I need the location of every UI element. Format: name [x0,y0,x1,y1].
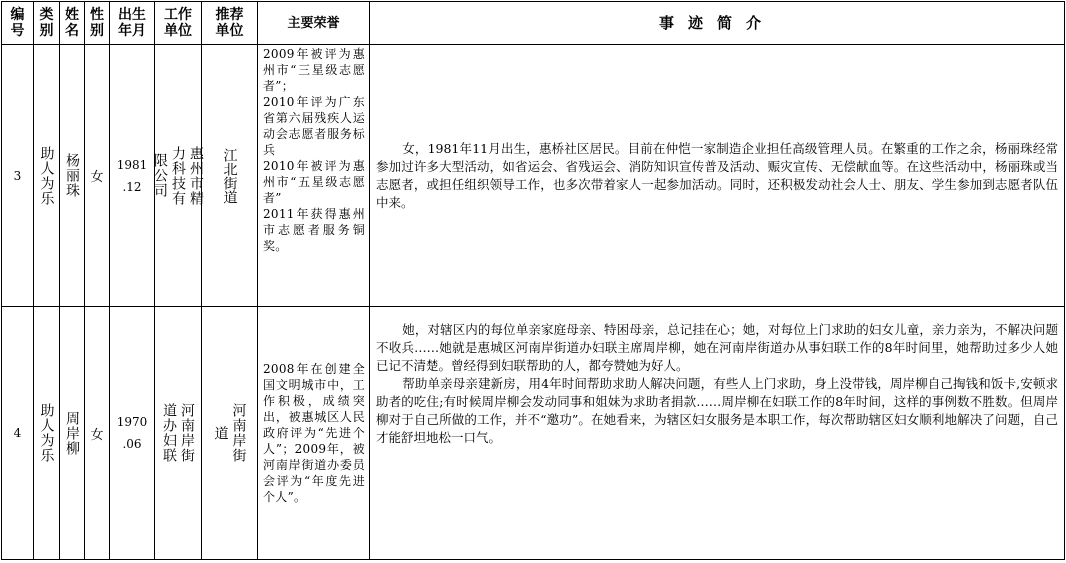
header-story: 事迹简介 [370,2,1065,45]
row-name: 杨丽珠 [64,153,80,198]
row-born-year: 1981 [116,157,148,172]
honor-roll-table [1,1,1065,560]
table-row [2,45,1065,307]
row-born-month: .06 [122,437,142,451]
row-work-line2: 力科技有 [170,145,186,206]
header-row [2,2,1065,45]
row-gender: 女 [85,45,110,307]
honor-item: 2009年被评为惠州市“三星级志愿者”； [263,47,365,93]
row-gender: 女 [85,307,110,560]
row-story [370,307,1065,560]
row-num: 3 [2,45,34,307]
table-row [2,307,1065,560]
row-story [370,45,1065,307]
row-born-year: 1970 [116,415,148,429]
honor-item: 2011年获得惠州市志愿者服务铜奖。 [263,207,365,253]
header-honors: 主要荣誉 [258,2,370,45]
row-name: 周岸柳 [64,410,80,456]
honor-item: 2010年评为广东省第六届残疾人运动会志愿者服务标兵 [263,95,365,157]
honor-item: 2010年被评为惠州市“五星级志愿者” [263,159,365,205]
row-born-month: .12 [122,179,142,194]
row-work-line1: 惠州市精 [188,145,204,206]
row-work-line1: 河南岸街 [179,403,195,463]
header-recommend: 推荐单位 [202,2,258,45]
row-honors [258,45,370,307]
header-name: 姓名 [60,2,85,45]
header-born: 出生年月 [110,2,155,45]
row-work-line3: 限公司 [152,153,168,198]
row-work-line2: 道办妇联 [161,403,177,463]
header-num: 编号 [2,2,34,45]
row-category: 助人为乐 [38,145,55,206]
honor-item: 2008年在创建全国文明城市中，工作积极，成绩突出，被惠城区人民政府评为“先进个人”；2009年，被河南岸街道办委员会评为“年度先进个人”。 [263,362,365,504]
row-num: 4 [2,307,34,560]
story-paragraph: 她，对辖区内的每位单亲家庭母亲、特困母亲，总记挂在心；她，对每位上门求助的妇女儿童，亲力亲为，不解决问题不收兵……她就是惠城区河南岸街道办妇联主席周岸柳，她在河南岸街道办从事妇联工作的8年时间里，她帮助过多少人她已记不清楚。曾经得到妇联帮助的人，都夸赞她为好人。 [376,322,1058,373]
row-recommend-line1: 河南岸街 [230,403,247,463]
row-recommend-line2: 道 [212,425,229,441]
row-honors [258,307,370,560]
header-gender: 性别 [85,2,110,45]
row-category: 助人为乐 [38,403,55,463]
header-work: 工作单位 [155,2,202,45]
story-paragraph: 女，1981年11月出生，惠桥社区居民。目前在仲恺一家制造企业担任高级管理人员。在繁重的工作之余，杨丽珠经常参加过许多大型活动，如省运会、省残运会、消防知识宣传普及活动、赈灾宣传、无偿献血等。在这些活动中，杨丽珠或当志愿者，或担任组织领导工作，也多次带着家人一起参加活动。同时，还积极发动社会人士、朋友、学生参加到志愿者队伍中来。 [376,140,1058,210]
row-recommend: 江北街道 [221,147,238,204]
header-category: 类别 [34,2,60,45]
story-paragraph: 帮助单亲母亲建新房，用4年时间帮助求助人解决问题，有些人上门求助，身上没带钱，周岸柳自己掏钱和饭卡,安顿求助者的吃住;有时候周岸柳会发动同事和姐妹为求助者捐款……周岸柳在妇联工作的8年时间，这样的事例数不胜数。但周岸柳对于自己所做的工作，并不“邀功”。在她看来，为辖区妇女服务是本职工作，每次帮助辖区妇女顺利地解决了问题，自己才能舒坦地松一口气。 [376,376,1058,445]
